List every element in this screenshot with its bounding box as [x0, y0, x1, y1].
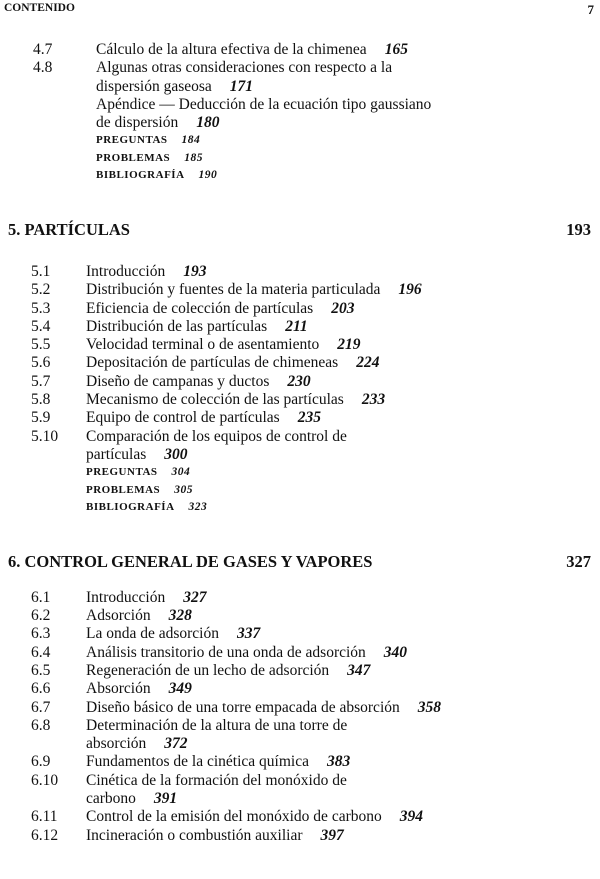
entry-title-line	[0, 446, 600, 464]
toc-entry	[0, 662, 600, 680]
entry-title-text: Análisis transitorio de una onda de adsorción	[86, 643, 366, 661]
entry-title-text: absorción	[86, 735, 147, 753]
entry-title-text: carbono	[86, 790, 136, 808]
entry-page: 349	[168, 680, 192, 698]
entry-title-text: Diseño de campanas y ductos	[86, 372, 270, 390]
entry-title-line	[0, 263, 600, 281]
entry-title-line	[0, 589, 600, 607]
entry-number: 5.9	[31, 409, 51, 427]
entry-number: 5.3	[31, 299, 51, 317]
chapter-heading	[0, 551, 600, 573]
entry-number: 5.5	[31, 336, 51, 354]
entry-page: 394	[399, 808, 423, 826]
entry-page: 224	[356, 354, 380, 372]
entry-page: 327	[183, 588, 207, 606]
entry-title-text: Adsorción	[86, 607, 151, 625]
toc-entry	[0, 41, 600, 59]
entry-title-text: Cinética de la formación del monóxido de	[86, 771, 347, 789]
toc-entry	[0, 391, 600, 409]
entry-title-text: La onda de adsorción	[86, 625, 219, 643]
entry-page: 233	[361, 391, 386, 409]
extra-page: 190	[198, 169, 218, 182]
entry-title-text: Introducción	[86, 588, 166, 606]
toc-extra-item	[0, 482, 600, 500]
entry-number: 4.8	[33, 59, 53, 77]
entry-title-text: Regeneración de un lecho de adsorción	[86, 661, 330, 679]
entry-page: 230	[287, 372, 311, 390]
entry-title-line	[0, 318, 600, 336]
toc-entry	[0, 753, 600, 771]
toc-extra-item	[0, 167, 600, 185]
entry-title-text: Introducción	[86, 262, 166, 280]
entry-page: 219	[337, 336, 361, 354]
toc-entry	[0, 318, 600, 336]
entry-title-line	[0, 827, 600, 845]
entry-title-line	[0, 717, 600, 735]
toc-entry	[0, 59, 600, 96]
entry-title-text: Control de la emisión del monóxido de carbono	[86, 808, 382, 826]
entry-page: 358	[417, 698, 441, 716]
toc-section	[0, 41, 600, 185]
entry-number: 6.5	[31, 661, 51, 679]
extra-label: BIBLIOGRAFÍA	[86, 501, 175, 514]
entry-page: 397	[320, 826, 344, 844]
entry-number: 6.9	[31, 753, 51, 771]
entry-number: 5.1	[31, 262, 51, 280]
entry-title-text: Apéndice — Deducción de la ecuación tipo gaussiano	[96, 95, 432, 113]
entry-title-line	[0, 808, 600, 826]
entry-title-text: Fundamentos de la cinética química	[86, 753, 309, 771]
entry-title-text: de dispersión	[96, 114, 179, 132]
toc-entry	[0, 717, 600, 754]
toc-entry	[0, 263, 600, 281]
toc-entry	[0, 607, 600, 625]
entry-page: 391	[153, 790, 178, 808]
toc-entry	[0, 827, 600, 845]
toc-extra-item	[0, 499, 600, 517]
toc-entry	[0, 428, 600, 465]
extra-label: PREGUNTAS	[96, 134, 168, 147]
toc-entry	[0, 699, 600, 717]
entry-title-text: Velocidad terminal o de asentamiento	[86, 336, 320, 354]
chapter-heading	[0, 219, 600, 241]
entry-page: 347	[347, 661, 371, 679]
extra-page: 305	[174, 483, 193, 496]
extra-label: BIBLIOGRAFÍA	[96, 169, 185, 182]
toc-section	[0, 551, 600, 845]
chapter-page: 193	[566, 219, 591, 239]
entry-title-line	[0, 735, 600, 753]
toc-entry	[0, 336, 600, 354]
chapter-title: 5. PARTÍCULAS	[8, 219, 130, 239]
entry-title-line	[0, 680, 600, 698]
extra-label: PROBLEMAS	[96, 151, 171, 164]
entry-number: 6.8	[31, 716, 51, 734]
entry-title-text: Determinación de la altura de una torre de	[86, 716, 348, 734]
entry-title-line	[0, 78, 600, 96]
entry-number: 6.6	[31, 680, 51, 698]
entry-title-line	[0, 281, 600, 299]
entry-title-line	[0, 699, 600, 717]
entry-title-line	[0, 644, 600, 662]
toc-entry	[0, 373, 600, 391]
entry-title-line	[0, 354, 600, 372]
entry-title-line	[0, 625, 600, 643]
entry-title-text: partículas	[86, 445, 147, 463]
entry-number: 6.12	[31, 826, 59, 844]
toc-entry	[0, 96, 600, 133]
entry-title-text: Mecanismo de colección de las partículas	[86, 391, 344, 409]
entry-number: 5.2	[31, 281, 51, 299]
extra-label: PREGUNTAS	[86, 466, 158, 479]
entry-title-line	[0, 428, 600, 446]
entry-number: 6.4	[31, 643, 51, 661]
entry-page: 337	[237, 625, 261, 643]
toc-entry	[0, 644, 600, 662]
entry-number: 5.10	[31, 427, 59, 445]
entry-page: 383	[326, 753, 351, 771]
entry-title-text: dispersión gaseosa	[96, 77, 212, 95]
entry-number: 6.7	[31, 698, 51, 716]
entry-title-text: Comparación de los equipos de control de	[86, 427, 347, 445]
entry-page: 211	[285, 317, 308, 335]
toc-entry	[0, 625, 600, 643]
toc-entry	[0, 409, 600, 427]
entry-title-text: Distribución y fuentes de la materia particulada	[86, 281, 381, 299]
entry-number: 6.3	[31, 625, 51, 643]
toc-entry	[0, 772, 600, 809]
entry-title-line	[0, 607, 600, 625]
entry-title-text: Eficiencia de colección de partículas	[86, 299, 314, 317]
entry-title-text: Incineración o combustión auxiliar	[86, 826, 303, 844]
entry-number: 6.1	[31, 588, 51, 606]
toc-entry	[0, 808, 600, 826]
extra-page: 304	[171, 466, 191, 479]
chapter-page: 327	[566, 551, 591, 571]
entry-number: 5.7	[31, 372, 51, 390]
entry-title-line	[0, 114, 600, 132]
entry-page: 372	[164, 735, 188, 753]
toc-entry	[0, 300, 600, 318]
entry-title-line	[0, 391, 600, 409]
entry-title-line	[0, 373, 600, 391]
entry-title-line	[0, 41, 600, 59]
entry-title-line	[0, 409, 600, 427]
running-header	[4, 2, 594, 20]
entry-number: 6.11	[31, 808, 58, 826]
toc-entry	[0, 680, 600, 698]
extra-page: 184	[181, 134, 201, 147]
entry-title-text: Equipo de control de partículas	[86, 409, 280, 427]
entry-title-line	[0, 96, 600, 114]
table-of-contents	[0, 41, 600, 879]
extra-page: 323	[188, 501, 208, 514]
entry-page: 180	[196, 114, 220, 132]
entry-title-line	[0, 790, 600, 808]
extra-label: PROBLEMAS	[86, 483, 161, 496]
entry-page: 203	[331, 299, 355, 317]
entry-title-line	[0, 336, 600, 354]
entry-title-text: Diseño básico de una torre empacada de absorción	[86, 698, 400, 716]
toc-entry	[0, 589, 600, 607]
toc-entry	[0, 281, 600, 299]
entry-page: 328	[168, 607, 192, 625]
entry-number: 5.4	[31, 317, 51, 335]
entry-number: 5.8	[31, 391, 51, 409]
entry-number: 6.2	[31, 607, 51, 625]
entry-page: 300	[164, 445, 188, 463]
toc-section	[0, 219, 600, 517]
entry-page: 171	[229, 77, 254, 95]
entry-page: 235	[297, 409, 321, 427]
entry-title-text: Depositación de partículas de chimeneas	[86, 354, 339, 372]
toc-extra-item	[0, 464, 600, 482]
entry-number: 5.6	[31, 354, 51, 372]
entry-page: 196	[398, 281, 422, 299]
page-number: 7	[587, 2, 594, 17]
entry-title-line	[0, 753, 600, 771]
entry-page: 165	[384, 41, 408, 58]
entry-page: 193	[183, 262, 207, 280]
entry-title-line	[0, 300, 600, 318]
chapter-title: 6. CONTROL GENERAL DE GASES Y VAPORES	[8, 551, 373, 571]
toc-entry	[0, 354, 600, 372]
toc-extra-item	[0, 150, 600, 168]
entry-number: 4.7	[33, 41, 53, 58]
toc-extra-item	[0, 132, 600, 150]
entry-title-text: Cálculo de la altura efectiva de la chimenea	[96, 41, 367, 58]
running-header-title: CONTENIDO	[4, 2, 75, 14]
entry-title-text: Absorción	[86, 680, 151, 698]
entry-title-line	[0, 662, 600, 680]
entry-page: 340	[383, 643, 408, 661]
extra-page: 185	[184, 151, 203, 164]
entry-title-line	[0, 59, 600, 77]
entry-title-text: Algunas otras consideraciones con respecto a la	[96, 59, 393, 77]
entry-title-line	[0, 772, 600, 790]
entry-number: 6.10	[31, 771, 59, 789]
entry-title-text: Distribución de las partículas	[86, 317, 268, 335]
